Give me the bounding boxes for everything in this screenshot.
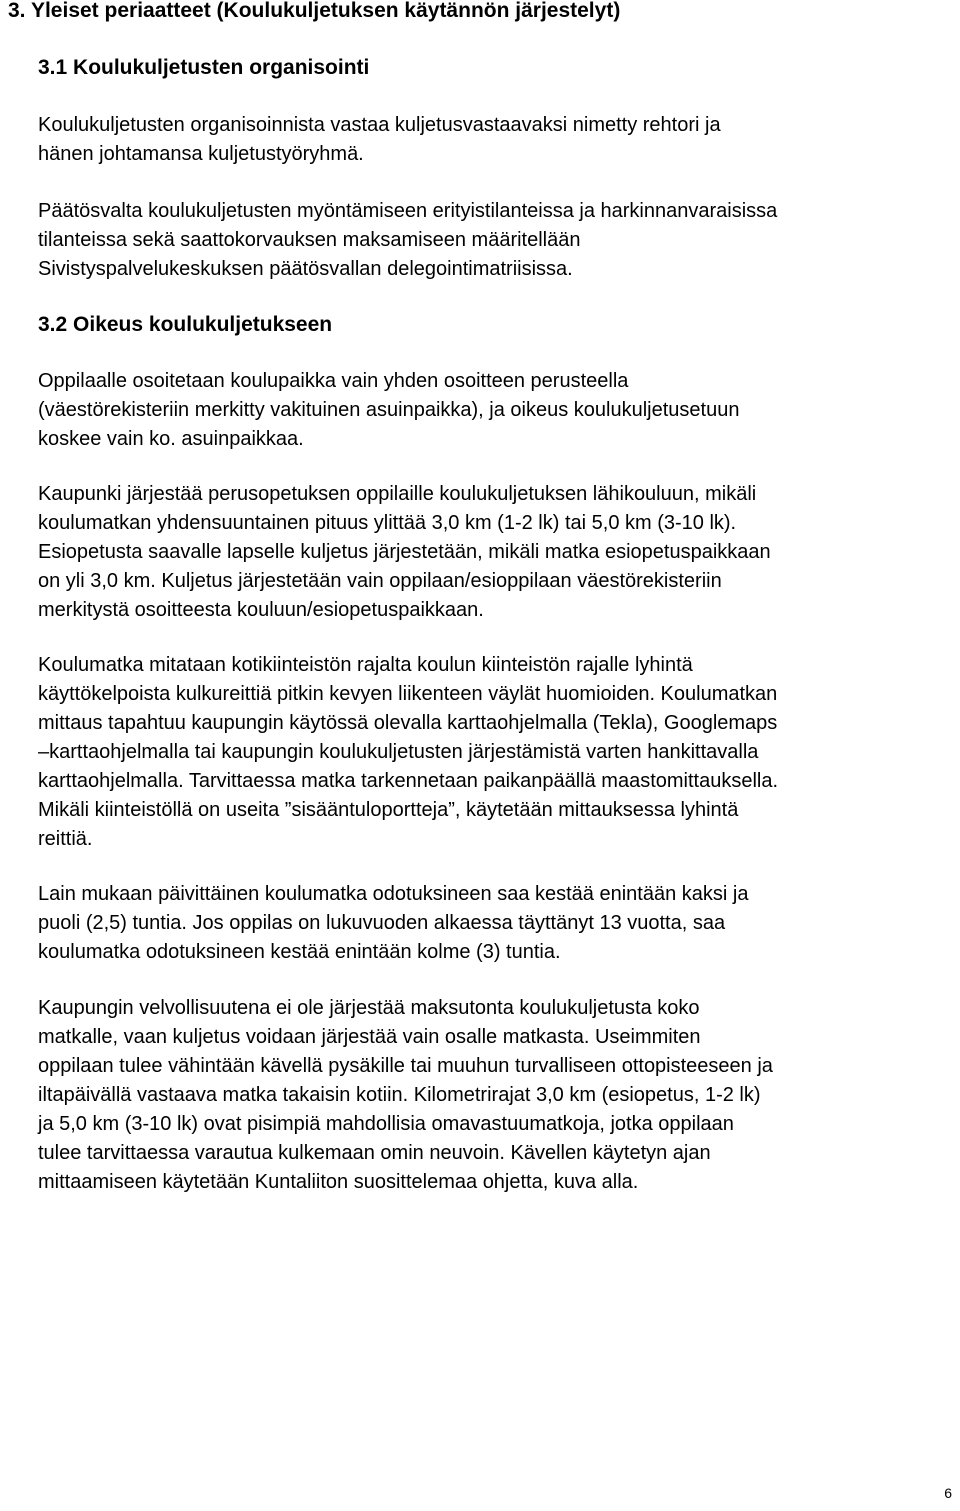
text-line: Mikäli kiinteistöllä on useita ”sisääntuloportteja”, käytetään mittauksessa lyhintä — [38, 799, 739, 821]
text-line: koulumatka odotuksineen kestää enintään kolme (3) tuntia. — [38, 941, 561, 963]
text-line: ja 5,0 km (3-10 lk) ovat pisimpiä mahdollisia omavastuumatkoja, jotka oppilaan — [38, 1113, 734, 1135]
text-line: puoli (2,5) tuntia. Jos oppilas on lukuvuoden alkaessa täyttänyt 13 vuotta, saa — [38, 912, 726, 934]
text-line: koulumatkan yhdensuuntainen pituus ylittää 3,0 km (1-2 lk) tai 5,0 km (3-10 lk). — [38, 512, 737, 534]
text-line: Lain mukaan päivittäinen koulumatka odotuksineen saa kestää enintään kaksi ja — [38, 883, 749, 905]
text-line: matkalle, vaan kuljetus voidaan järjestää vain osalle matkasta. Useimmiten — [38, 1026, 701, 1048]
text-line: tulee tarvittaessa varautua kulkemaan omin neuvoin. Kävellen käytetyn ajan — [38, 1142, 711, 1164]
text-line: Koulukuljetusten organisoinnista vastaa kuljetusvastaavaksi nimetty rehtori ja — [38, 114, 721, 136]
section-2-paragraph-1 — [38, 367, 958, 454]
text-line: merkitystä osoitteesta kouluun/esiopetuspaikkaan. — [38, 599, 484, 621]
text-line: Kaupunki järjestää perusopetuksen oppilaille koulukuljetuksen lähikouluun, mikäli — [38, 483, 757, 505]
text-line: hänen johtamansa kuljetustyöryhmä. — [38, 143, 364, 165]
text-line: tilanteissa sekä saattokorvauksen maksamiseen määritellään — [38, 229, 581, 251]
text-line: on yli 3,0 km. Kuljetus järjestetään vain oppilaan/esioppilaan väestörekisteriin — [38, 570, 722, 592]
main-heading: 3. Yleiset periaatteet (Koulukuljetuksen käytännön järjestelyt) — [8, 0, 621, 22]
text-line: mittaamiseen käytetään Kuntaliiton suosittelemaa ohjetta, kuva alla. — [38, 1171, 639, 1193]
text-line: (väestörekisteriin merkitty vakituinen asuinpaikka), ja oikeus koulukuljetusetuun — [38, 399, 740, 421]
text-line: karttaohjelmalla. Tarvittaessa matka tarkennetaan paikanpäällä maastomittauksella. — [38, 770, 779, 792]
page-number: 6 — [944, 1485, 952, 1501]
text-line: oppilaan tulee vähintään kävellä pysäkille tai muuhun turvalliseen ottopisteeseen ja — [38, 1055, 773, 1077]
text-line: koskee vain ko. asuinpaikkaa. — [38, 428, 304, 450]
text-line: Koulumatka mitataan kotikiinteistön rajalta koulun kiinteistön rajalle lyhintä — [38, 654, 693, 676]
section-2-paragraph-3 — [38, 651, 958, 854]
section-2-paragraph-2 — [38, 480, 958, 625]
text-line: Sivistyspalvelukeskuksen päätösvallan delegointimatriisissa. — [38, 258, 573, 280]
section-2-heading: 3.2 Oikeus koulukuljetukseen — [38, 313, 333, 336]
text-line: Päätösvalta koulukuljetusten myöntämiseen erityistilanteissa ja harkinnanvaraisissa — [38, 200, 778, 222]
section-1-paragraph-2 — [38, 197, 958, 284]
section-1-heading: 3.1 Koulukuljetusten organisointi — [38, 56, 370, 79]
text-line: Kaupungin velvollisuutena ei ole järjestää maksutonta koulukuljetusta koko — [38, 997, 700, 1019]
text-line: Oppilaalle osoitetaan koulupaikka vain yhden osoitteen perusteella — [38, 370, 629, 392]
text-line: iltapäivällä vastaava matka takaisin kotiin. Kilometrirajat 3,0 km (esiopetus, 1-2 lk) — [38, 1084, 761, 1106]
section-2-paragraph-5 — [38, 994, 958, 1197]
section-2-paragraph-4 — [38, 880, 958, 967]
text-line: –karttaohjelmalla tai kaupungin koulukuljetusten järjestämistä varten hankittavalla — [38, 741, 759, 763]
text-line: mittaus tapahtuu kaupungin käytössä olevalla karttaohjelmalla (Tekla), Googlemaps — [38, 712, 778, 734]
text-line: reittiä. — [38, 828, 93, 850]
text-line: Esiopetusta saavalle lapselle kuljetus järjestetään, mikäli matka esiopetuspaikkaan — [38, 541, 771, 563]
text-line: käyttökelpoista kulkureittiä pitkin kevyen liikenteen väylät huomioiden. Koulumatkan — [38, 683, 778, 705]
section-1-paragraph-1 — [38, 111, 958, 169]
